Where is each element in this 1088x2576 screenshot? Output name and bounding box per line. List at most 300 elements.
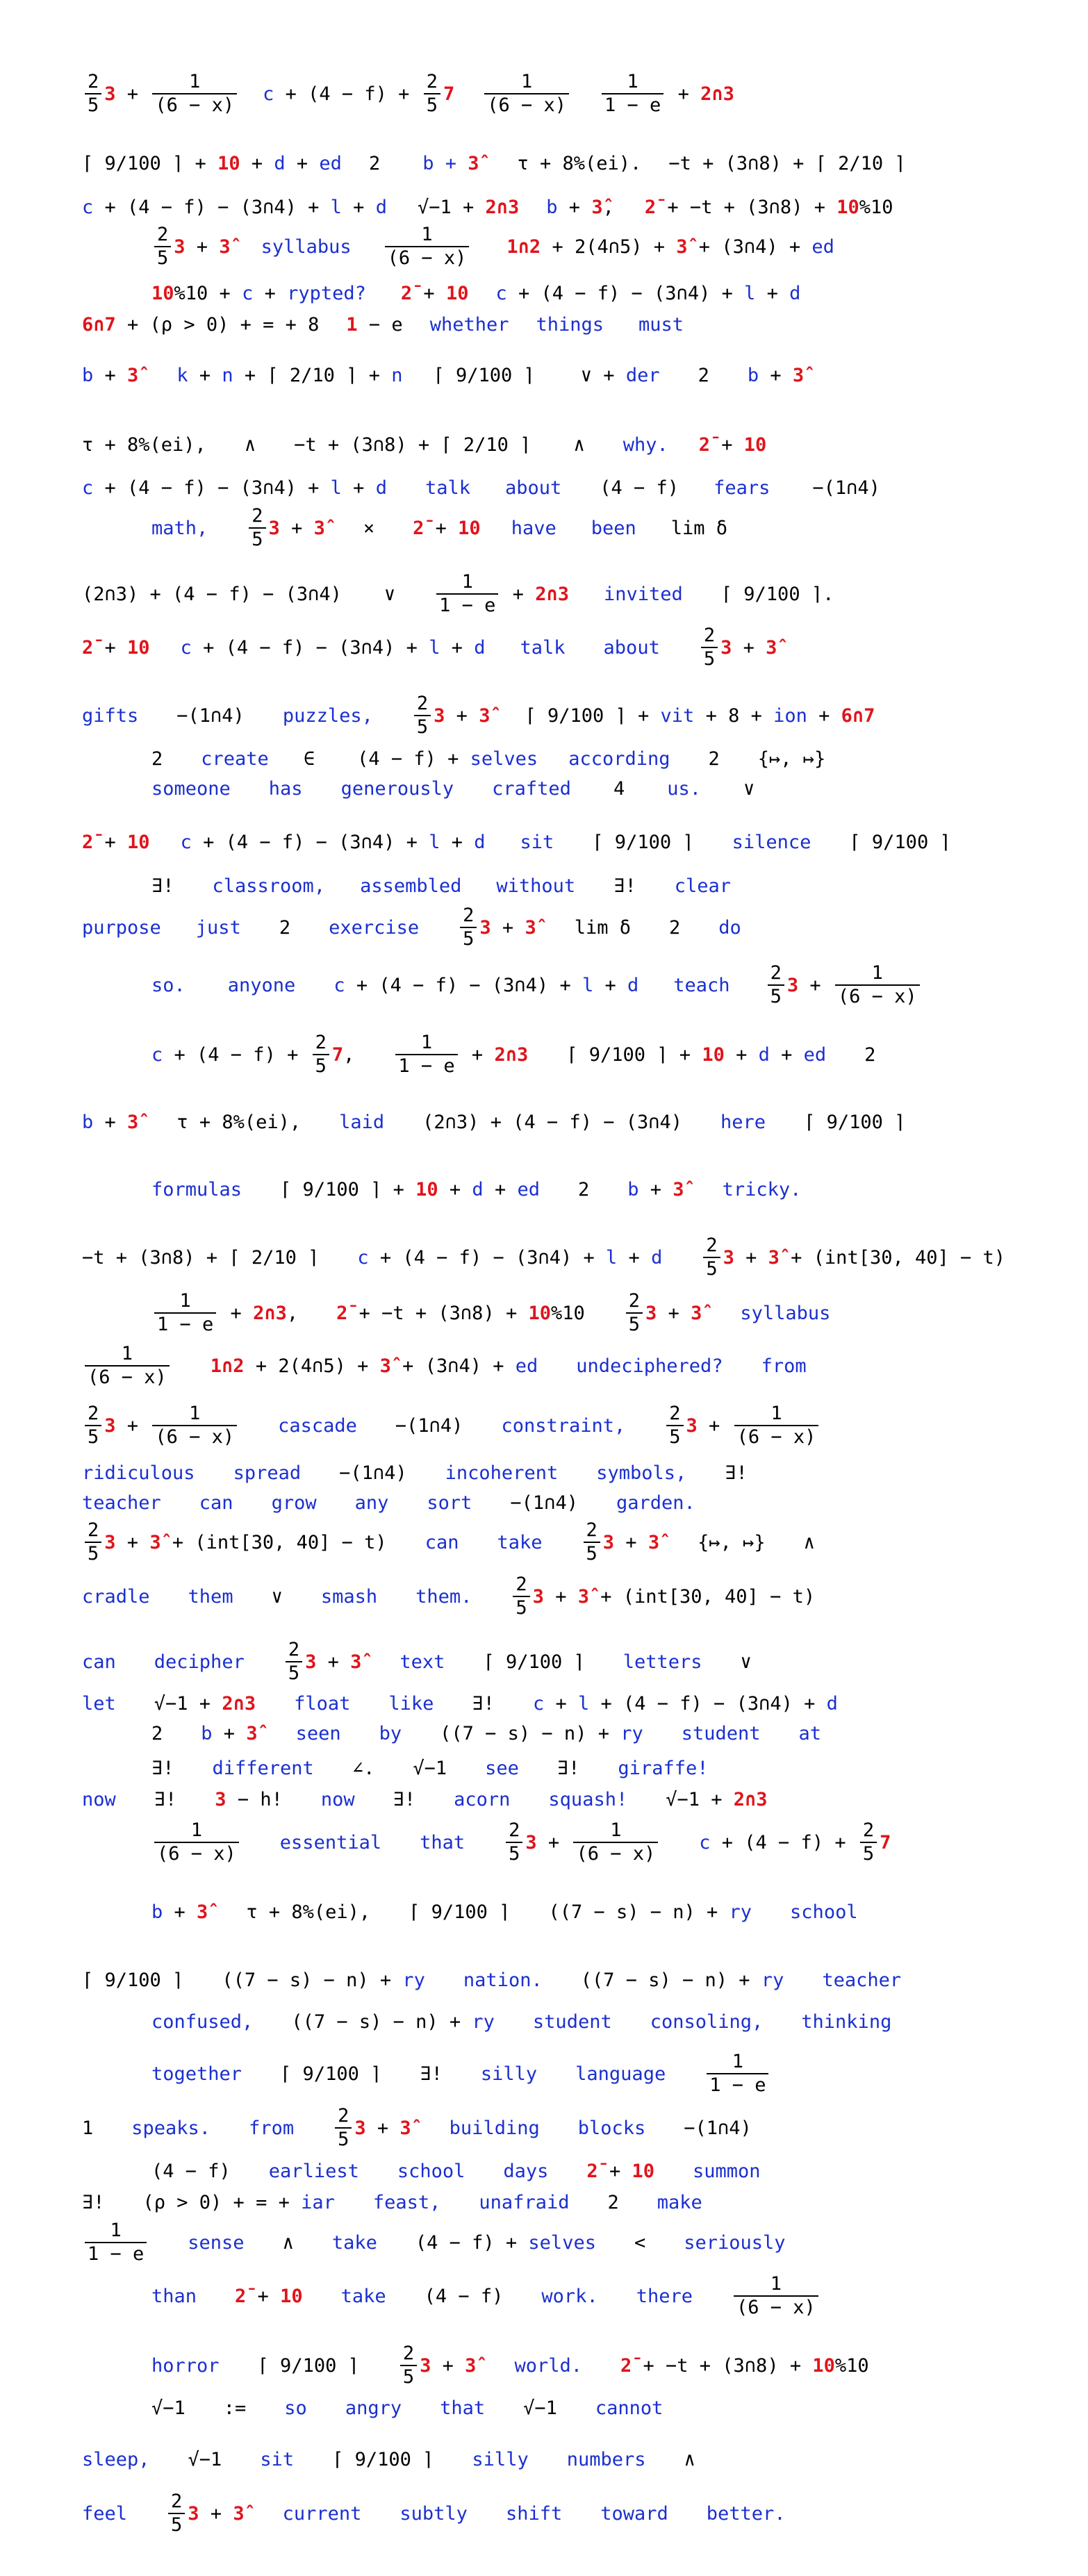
fraction-denominator: 5 xyxy=(313,1054,329,1076)
word: d xyxy=(375,196,387,218)
fraction xyxy=(707,2052,768,2096)
math-expression: + xyxy=(93,831,128,853)
math-expression: + xyxy=(424,517,459,539)
math-expression: + xyxy=(115,1531,150,1553)
word: selves xyxy=(470,748,538,770)
math-expression: ⌈ 9/100 ⌉ xyxy=(433,364,535,386)
highlight-symbol: 3̂ xyxy=(479,704,491,727)
fraction-numerator: 1 xyxy=(770,1402,782,1424)
math-expression: τ + 8%(ei), xyxy=(176,1111,302,1133)
math-expression: × xyxy=(363,517,375,539)
fraction-denominator: (6 − x) xyxy=(573,1842,658,1864)
word: c xyxy=(151,1043,163,1066)
word: tricky. xyxy=(722,1178,802,1200)
word: sort xyxy=(427,1492,472,1514)
highlight-symbol: 1∩2 xyxy=(210,1355,245,1377)
math-expression: + xyxy=(199,2502,233,2525)
math-expression: −(1∩4) xyxy=(510,1492,578,1514)
math-expression: ⌈ 9/100 ⌉ xyxy=(849,831,951,853)
word: seen xyxy=(295,1722,341,1744)
math-expression: (2∩3) + (4 − f) − (3∩4) xyxy=(422,1111,683,1133)
math-expression: −(1∩4) xyxy=(176,704,245,727)
word: ed xyxy=(319,152,342,174)
highlight-symbol: 6∩7 xyxy=(82,313,116,336)
fraction-denominator: 5 xyxy=(701,647,718,669)
math-expression: + xyxy=(163,1901,197,1923)
math-expression: + xyxy=(316,1651,351,1673)
highlight-symbol: 3̂ xyxy=(766,636,777,659)
text-line xyxy=(0,954,1088,1016)
word: can xyxy=(425,1531,459,1553)
fraction xyxy=(734,2274,818,2318)
fraction-denominator: 1 − e xyxy=(395,1054,457,1076)
word: been xyxy=(591,517,636,539)
word: confused, xyxy=(151,2011,254,2033)
fraction xyxy=(602,72,663,116)
fraction-denominator: 5 xyxy=(703,1257,720,1279)
math-expression: + xyxy=(501,583,536,605)
math-expression: + −t + (3∩8) + xyxy=(632,2354,813,2377)
math-expression: + xyxy=(115,1414,150,1437)
math-expression: + xyxy=(798,974,832,996)
math-expression: 2 xyxy=(698,364,709,386)
highlight-symbol: 10 xyxy=(458,517,481,539)
highlight-symbol: 10 xyxy=(280,2285,303,2307)
math-expression: + xyxy=(491,916,525,939)
math-expression: {↦, ↦} xyxy=(757,748,826,770)
math-expression: ⌈ 9/100 ⌉ xyxy=(483,1651,585,1673)
word: about xyxy=(603,636,660,659)
word: ed xyxy=(811,236,834,258)
word: about xyxy=(504,477,562,499)
word: take xyxy=(340,2285,386,2307)
word: l xyxy=(330,477,342,499)
math-expression: ⌈ 9/100 ⌉ + xyxy=(525,704,661,727)
math-expression: + xyxy=(115,83,150,105)
text-line xyxy=(0,1511,1088,1574)
word: create xyxy=(201,748,269,770)
highlight-symbol: 2∩3 xyxy=(733,1788,768,1810)
math-expression: + (3∩4) + xyxy=(390,1355,516,1377)
fraction xyxy=(701,626,718,670)
word: building xyxy=(449,2117,540,2139)
word: talk xyxy=(425,477,470,499)
math-expression: ∃! xyxy=(82,2191,105,2213)
math-expression: + (4 − f) − (3∩4) + xyxy=(93,196,331,218)
highlight-symbol: 3̂ xyxy=(525,916,536,939)
math-expression: lim δ xyxy=(670,517,728,539)
highlight-symbol: 3̂ xyxy=(676,236,688,258)
word: undeciphered? xyxy=(576,1355,723,1377)
fraction xyxy=(85,72,101,116)
highlight-symbol: 10 xyxy=(445,282,469,304)
fraction-numerator: 1 xyxy=(521,70,533,92)
math-expression: + (4 − f) − (3∩4) + xyxy=(506,282,745,304)
word: sense xyxy=(188,2231,245,2254)
word: grow xyxy=(271,1492,317,1514)
math-expression: + xyxy=(755,282,790,304)
word: whether xyxy=(429,313,509,336)
fraction xyxy=(666,1404,683,1448)
word: take xyxy=(497,1531,543,1553)
word: sit xyxy=(260,2448,295,2470)
word: b + xyxy=(422,152,468,174)
math-expression: ∃! xyxy=(472,1692,495,1715)
word: letters xyxy=(623,1651,702,1673)
math-expression: ∧ xyxy=(573,434,585,456)
highlight-symbol: 10 xyxy=(127,831,150,853)
highlight-symbol: 1 xyxy=(346,313,358,336)
word: ion xyxy=(773,704,807,727)
math-expression: ⌈ 9/100 ⌉ xyxy=(82,1969,184,1991)
word: ry xyxy=(402,1969,425,1991)
math-expression: + xyxy=(341,477,376,499)
word: now xyxy=(320,1788,355,1810)
fraction xyxy=(768,961,784,1007)
fraction xyxy=(460,906,477,950)
fraction-denominator: 5 xyxy=(506,1842,522,1864)
fraction xyxy=(703,1236,720,1280)
math-expression: ∨ xyxy=(271,1585,283,1608)
math-expression: ⌈ 9/100 ⌉ + xyxy=(82,152,218,174)
word: assembled xyxy=(360,875,462,897)
word: now xyxy=(82,1788,116,1810)
word: work. xyxy=(541,2285,598,2307)
highlight-symbol: 3̂ xyxy=(149,1531,161,1553)
math-expression: + (4 − f) − (3∩4) + xyxy=(93,477,331,499)
fraction xyxy=(626,1291,643,1335)
word: crafted xyxy=(492,777,571,800)
word: according xyxy=(568,748,670,770)
fraction-numerator: 1 xyxy=(110,2219,122,2241)
fraction-numerator: 1 xyxy=(871,961,883,984)
math-expression: ⌈ 9/100 ⌉ xyxy=(804,1111,906,1133)
word: giraffe! xyxy=(618,1757,709,1779)
fraction-numerator: 2 xyxy=(426,70,438,92)
highlight-symbol: 2̄ xyxy=(235,2285,247,2307)
fraction xyxy=(573,1821,658,1865)
word: here xyxy=(720,1111,766,1133)
math-expression: ∠. xyxy=(352,1757,375,1779)
math-expression: + xyxy=(438,1178,472,1200)
fraction-numerator: 2 xyxy=(586,1519,597,1541)
math-expression: ∧ xyxy=(244,434,256,456)
math-expression: + xyxy=(657,1302,691,1324)
word: thinking xyxy=(801,2011,892,2033)
fraction-numerator: 2 xyxy=(706,1234,718,1256)
fraction xyxy=(85,2221,147,2265)
word: c xyxy=(699,1831,711,1853)
math-expression: ∧ xyxy=(684,2448,695,2470)
fraction-denominator: 1 − e xyxy=(154,1312,216,1335)
fraction-numerator: 1 xyxy=(189,1402,201,1424)
word: numbers xyxy=(566,2448,646,2470)
highlight-symbol: 3̂ xyxy=(127,1111,139,1133)
math-expression: −t + (3∩8) + ⌈ 2/10 ⌉ xyxy=(668,152,906,174)
word: school xyxy=(397,2160,465,2182)
math-expression: + (4 − f) − (3∩4) + xyxy=(191,636,429,659)
highlight-symbol: 2̄ xyxy=(586,2160,598,2182)
word: b xyxy=(546,196,558,218)
word: l xyxy=(606,1246,618,1269)
math-expression: + (4 − f) − (3∩4) + xyxy=(368,1246,607,1269)
math-expression: − e xyxy=(357,313,403,336)
word: b xyxy=(82,364,94,386)
word: without xyxy=(496,875,576,897)
word: c xyxy=(82,196,94,218)
math-expression: + xyxy=(666,83,701,105)
word: horror xyxy=(151,2354,220,2377)
word: from xyxy=(249,2117,295,2139)
highlight-symbol: 6∩7 xyxy=(841,704,875,727)
word: silence xyxy=(732,831,811,853)
math-expression: + (3∩4) + xyxy=(687,236,812,258)
highlight-symbol: 2̄ xyxy=(620,2354,632,2377)
word: c xyxy=(495,282,507,304)
math-expression: (ρ > 0) + = + xyxy=(142,2191,302,2213)
word: spread xyxy=(233,1462,302,1484)
math-expression: + xyxy=(734,1246,768,1269)
math-expression: ⌈ 9/100 ⌉ xyxy=(332,2448,434,2470)
word: teacher xyxy=(82,1492,161,1514)
highlight-symbol: 2̄ xyxy=(400,282,413,304)
math-expression: ((7 − s) − n) + xyxy=(548,1901,730,1923)
math-expression: + xyxy=(445,704,479,727)
math-expression: ∨ xyxy=(384,583,396,605)
word: make xyxy=(657,2191,702,2213)
math-expression: + xyxy=(93,636,128,659)
word: see xyxy=(485,1757,519,1779)
highlight-symbol: 3̂ xyxy=(673,1178,684,1200)
math-expression: + xyxy=(253,282,288,304)
highlight-symbol: 3 xyxy=(479,916,491,939)
fraction xyxy=(249,506,265,550)
text-line xyxy=(0,1226,1088,1289)
word: text xyxy=(399,1651,445,1673)
math-expression: + xyxy=(93,1111,128,1133)
word: ry xyxy=(472,2011,495,2033)
fraction-denominator: 5 xyxy=(860,1842,877,1864)
math-expression: + (4 − f) + xyxy=(163,1043,310,1066)
word: d xyxy=(789,282,801,304)
fraction-denominator: (6 − x) xyxy=(734,1425,819,1447)
math-expression: + xyxy=(212,1722,247,1744)
text-line xyxy=(0,1023,1088,1086)
word: can xyxy=(82,1651,116,1673)
math-expression: −t + (3∩8) + ⌈ 2/10 ⌉ xyxy=(82,1246,320,1269)
math-expression: ⌈ 9/100 ⌉ + xyxy=(566,1043,702,1066)
fraction xyxy=(513,1575,529,1619)
fraction xyxy=(506,1821,522,1865)
word: puzzles, xyxy=(282,704,373,727)
word: ed xyxy=(803,1043,827,1066)
fraction-denominator: 5 xyxy=(768,984,784,1007)
math-expression: + 8 + xyxy=(694,704,774,727)
math-expression: + xyxy=(341,196,376,218)
word: smash xyxy=(320,1585,378,1608)
word: together xyxy=(151,2063,242,2085)
fraction-numerator: 2 xyxy=(315,1031,327,1053)
math-expression: + (int[30, 40] − t) xyxy=(779,1246,1006,1269)
math-expression: √−1 xyxy=(523,2397,557,2419)
fraction-denominator: 5 xyxy=(286,1661,302,1683)
fraction-denominator: 5 xyxy=(85,93,101,115)
highlight-symbol: 10 xyxy=(528,1302,551,1324)
highlight-symbol: 2̄ xyxy=(82,831,94,853)
math-expression: − h! xyxy=(226,1788,283,1810)
fraction-numerator: 1 xyxy=(421,223,433,245)
math-expression: 2 xyxy=(607,2191,619,2213)
math-expression: + xyxy=(460,1043,495,1066)
word: there xyxy=(636,2285,693,2307)
highlight-symbol: 3 xyxy=(174,236,186,258)
highlight-symbol: 3̂ xyxy=(313,517,325,539)
math-expression: √−1 xyxy=(151,2397,186,2419)
fraction xyxy=(395,1033,457,1077)
word: must xyxy=(638,313,684,336)
word: like xyxy=(388,1692,434,1715)
word: sit xyxy=(520,831,554,853)
word: them xyxy=(188,1585,233,1608)
fraction xyxy=(436,572,498,616)
math-expression: + (4 − f) − (3∩4) + xyxy=(589,1692,827,1715)
word: c xyxy=(333,974,345,996)
word: ed xyxy=(515,1355,538,1377)
math-expression: + −t + (3∩8) + xyxy=(656,196,837,218)
word: seriously xyxy=(684,2231,786,2254)
word: exercise xyxy=(329,916,420,939)
math-expression: + xyxy=(724,1043,759,1066)
word: has xyxy=(268,777,303,800)
word: silly xyxy=(480,2063,538,2085)
fraction-numerator: 2 xyxy=(288,1638,300,1660)
word: let xyxy=(82,1692,116,1715)
word: rypted? xyxy=(287,282,366,304)
math-expression: ∃! xyxy=(557,1757,580,1779)
fraction-denominator: 5 xyxy=(584,1542,600,1564)
math-expression: , xyxy=(602,196,614,218)
math-expression: (4 − f) xyxy=(151,2160,231,2182)
fraction-denominator: 5 xyxy=(249,527,265,550)
fraction-numerator: 2 xyxy=(88,70,99,92)
highlight-symbol: 3 xyxy=(602,1531,615,1553)
word: l xyxy=(429,831,440,853)
math-expression: ((7 − s) − n) + xyxy=(440,1722,621,1744)
highlight-symbol: 3̂ xyxy=(127,364,139,386)
math-expression: + xyxy=(93,364,128,386)
math-expression: , xyxy=(286,1302,299,1324)
highlight-symbol: 3̂ xyxy=(591,196,603,218)
word: generously xyxy=(340,777,454,800)
fraction-numerator: 2 xyxy=(770,961,782,984)
math-expression: (4 − f) + xyxy=(357,748,470,770)
word: have xyxy=(511,517,557,539)
word: l xyxy=(744,282,756,304)
highlight-symbol: 3 xyxy=(434,704,445,727)
word: school xyxy=(790,1901,858,1923)
word: b xyxy=(82,1111,94,1133)
math-expression: 4 xyxy=(613,777,625,800)
word: garden. xyxy=(616,1492,695,1514)
word: why. xyxy=(623,434,668,456)
highlight-symbol: 2̄ xyxy=(413,517,425,539)
highlight-symbol: 2̄ xyxy=(644,196,657,218)
math-expression: + (4 − f) − (3∩4) + xyxy=(191,831,429,853)
fraction-denominator: 1 − e xyxy=(707,2073,768,2095)
fraction xyxy=(424,72,440,116)
word: n xyxy=(222,364,233,386)
word: clear xyxy=(674,875,731,897)
math-expression: lim δ xyxy=(574,916,631,939)
math-expression: 2 xyxy=(368,152,381,174)
highlight-symbol: 3 xyxy=(420,2354,431,2377)
word: at xyxy=(798,1722,822,1744)
fraction-denominator: 1 − e xyxy=(602,93,663,115)
math-expression: 2 xyxy=(577,1178,590,1200)
word: laid xyxy=(339,1111,385,1133)
math-expression: −(1∩4) xyxy=(339,1462,407,1484)
math-expression: + xyxy=(412,282,446,304)
highlight-symbol: 2∩3 xyxy=(485,196,520,218)
word: b xyxy=(747,364,759,386)
fraction-denominator: 5 xyxy=(168,2513,185,2535)
word: invited xyxy=(603,583,683,605)
highlight-symbol: 2∩3 xyxy=(700,83,734,105)
math-expression: {↦, ↦} xyxy=(698,1531,766,1553)
word: silly xyxy=(472,2448,529,2470)
word: d xyxy=(474,636,486,659)
fraction-denominator: (6 − x) xyxy=(154,1842,239,1864)
highlight-symbol: 10 xyxy=(127,636,150,659)
highlight-symbol: 2̄ xyxy=(336,1302,348,1324)
math-expression: −(1∩4) xyxy=(684,2117,752,2139)
math-expression: √−1 xyxy=(188,2448,222,2470)
word: different xyxy=(212,1757,314,1779)
text-line xyxy=(0,2042,1088,2105)
highlight-symbol: 3 xyxy=(215,1788,226,1810)
word: gifts xyxy=(82,704,139,727)
text-line xyxy=(0,616,1088,679)
fraction-numerator: 2 xyxy=(416,692,429,714)
fraction xyxy=(154,1821,239,1865)
highlight-symbol: 3̂ xyxy=(577,1585,589,1608)
math-expression: √−1 + xyxy=(154,1692,222,1715)
math-expression: %10 xyxy=(859,196,893,218)
fraction-numerator: 1 xyxy=(121,1342,133,1364)
fraction-numerator: 2 xyxy=(509,1819,520,1841)
word: toward xyxy=(600,2502,668,2525)
word: c xyxy=(532,1692,545,1715)
math-expression: + xyxy=(557,196,592,218)
fraction xyxy=(154,1291,216,1335)
math-expression: 1 xyxy=(82,2117,94,2139)
math-expression: + xyxy=(219,1302,254,1324)
highlight-symbol: 3̂ xyxy=(350,1651,362,1673)
highlight-symbol: 3 xyxy=(354,2117,366,2139)
word: purpose xyxy=(82,916,161,939)
highlight-symbol: 2∩3 xyxy=(253,1302,287,1324)
word: d xyxy=(375,477,387,499)
math-expression: + xyxy=(697,1414,732,1437)
highlight-symbol: 3 xyxy=(723,1246,734,1269)
math-expression: ((7 − s) − n) + xyxy=(291,2011,472,2033)
highlight-symbol: 3̂ xyxy=(233,2502,245,2525)
fraction-denominator: 5 xyxy=(335,2127,352,2149)
fraction-numerator: 1 xyxy=(732,2050,743,2072)
math-expression: + xyxy=(483,1178,518,1200)
highlight-symbol: 3̂ xyxy=(691,1302,702,1324)
math-expression: ⌈ 9/100 ⌉. xyxy=(720,583,834,605)
